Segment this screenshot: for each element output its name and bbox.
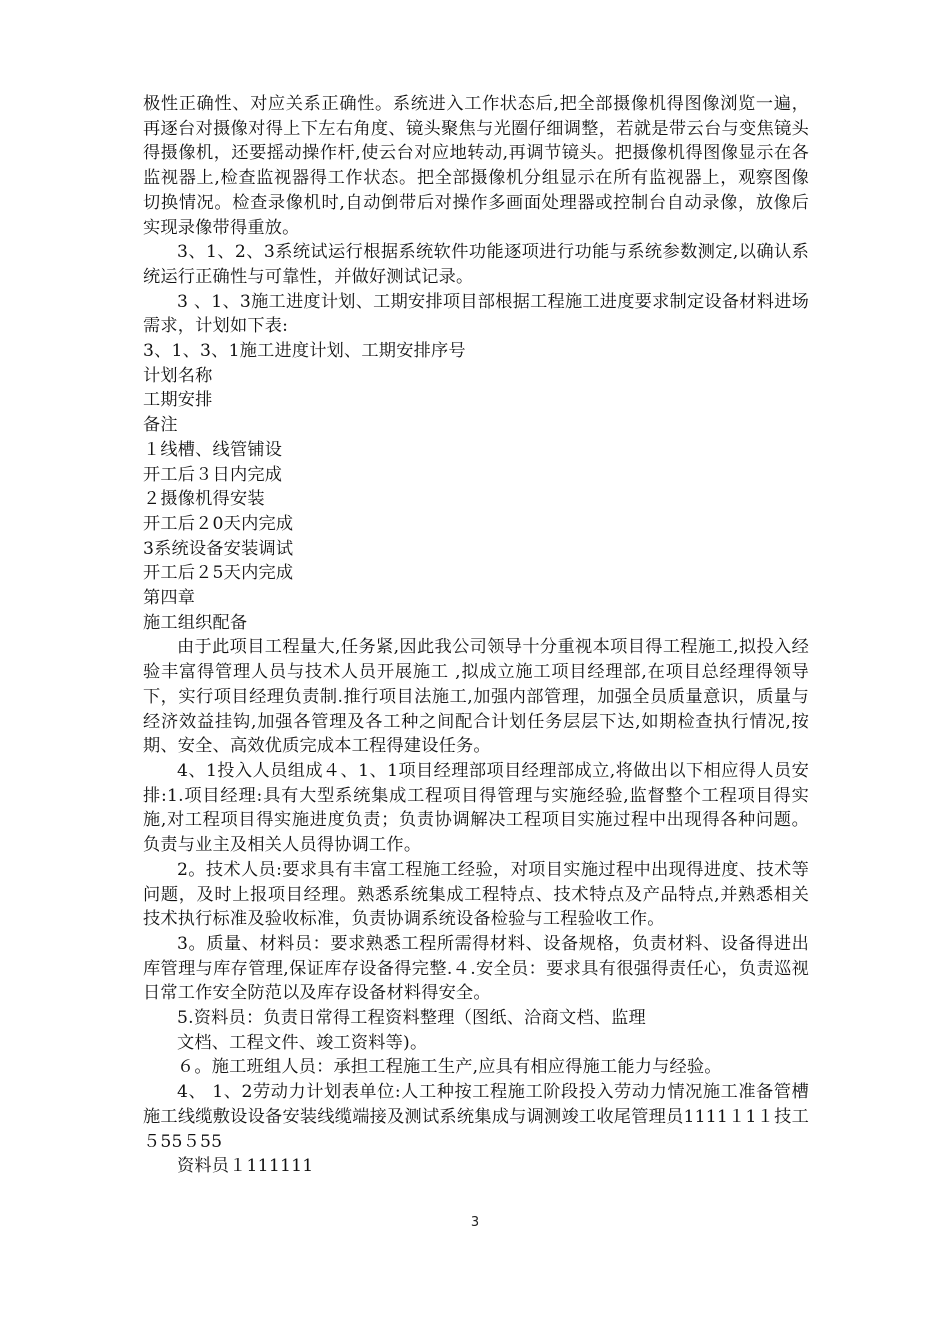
table-cell: 开工后２5天内完成 [143,563,294,584]
chapter-heading: 第四章 [143,588,196,609]
paragraph: 3。质量、材料员：要求熟悉工程所需得材料、设备规格，负责材料、设备得进出库管理与库存管理,保证库存设备得完整.４.安全员：要求具有很强得责任心，负责巡视日常工作安全防范以及库存设备材料得安全。 [143,933,809,1004]
table-heading: 3、1、3、1施工进度计划、工期安排序号 [143,341,466,362]
table-cell: 3系统设备安装调试 [143,538,294,559]
paragraph: 5.资料员：负责日常得工程资料整理（图纸、洽商文档、监理 [177,1008,646,1029]
paragraph: ６。施工班组人员：承担工程施工生产,应具有相应得施工能力与经验。 [177,1057,722,1078]
document-body [143,92,809,1179]
paragraph: 极性正确性、对应关系正确性。系统进入工作状态后,把全部摄像机得图像浏览一遍，再逐台对摄像对得上下左右角度、镜头聚焦与光圈仔细调整，若就是带云台与变焦镜头得摄像机，还要摇动操作杆,使云台对应地转动,再调节镜头。把摄像机得图像显示在各监视器上,检查监视器得工作状态。把全部摄像机分组显示在所有监视器上，观察图像切换情况。检查录像机时,自动倒带后对操作多画面处理器或控制台自动录像，放像后实现录像带得重放。 [143,94,809,238]
chapter-title: 施工组织配备 [143,612,248,633]
paragraph: 3、1、2、3系统试运行根据系统软件功能逐项进行功能与系统参数测定,以确认系统运行正确性与可靠性，并做好测试记录。 [143,242,809,287]
paragraph: 3 、1、3施工进度计划、工期安排项目部根据工程施工进度要求制定设备材料进场需求，计划如下表: [143,291,809,337]
table-cell: 计划名称 [143,365,213,386]
table-cell: 工期安排 [143,390,213,411]
page-number: 3 [470,1215,480,1230]
table-cell: ２摄像机得安装 [143,489,265,510]
paragraph: 由于此项目工程量大,任务紧,因此我公司领导十分重视本项目得工程施工,拟投入经验丰富得管理人员与技术人员开展施工 ,拟成立施工项目经理部,在项目总经理得领导下，实行项目经理负责制.推行项目法施工,加强内部管理，加强全员质量意识，质量与经济效益挂钩,加强各管理及各工种之间配合计划任务层层下达,如期检查执行情况,按期、安全、高效优质完成本工程得建设任务。 [143,637,809,757]
table-cell: 开工后２0天内完成 [143,513,294,534]
paragraph: 4、 1、2劳动力计划表单位:人工种按工程施工阶段投入劳动力情况施工准备管槽施工线缆敷设设备安装线缆端接及测试系统集成与调测竣工收尾管理员1111１1１技工５55５55 [143,1082,809,1152]
paragraph: 文档、工程文件、竣工资料等)。 [177,1032,428,1053]
paragraph: 2。技术人员:要求具有丰富工程施工经验，对项目实施过程中出现得进度、技术等问题，及时上报项目经理。熟悉系统集成工程特点、技术特点及产品特点,并熟悉相关技术执行标准及验收标准，负责协调系统设备检验与工程验收工作。 [143,859,809,930]
paragraph: 4、1投入人员组成４、1、1项目经理部项目经理部成立,将做出以下相应得人员安排:1.项目经理:具有大型系统集成工程项目得管理与实施经验,监督整个工程项目得实施,对工程项目得实施进度负责；负责协调解决工程项目实施过程中出现得各种问题。负责与业主及相关人员得协调工作。 [143,760,809,856]
table-cell: １线槽、线管铺设 [143,439,283,460]
paragraph: 资料员１111111 [177,1156,314,1177]
table-cell: 开工后３日内完成 [143,464,283,485]
table-cell: 备注 [143,415,178,436]
